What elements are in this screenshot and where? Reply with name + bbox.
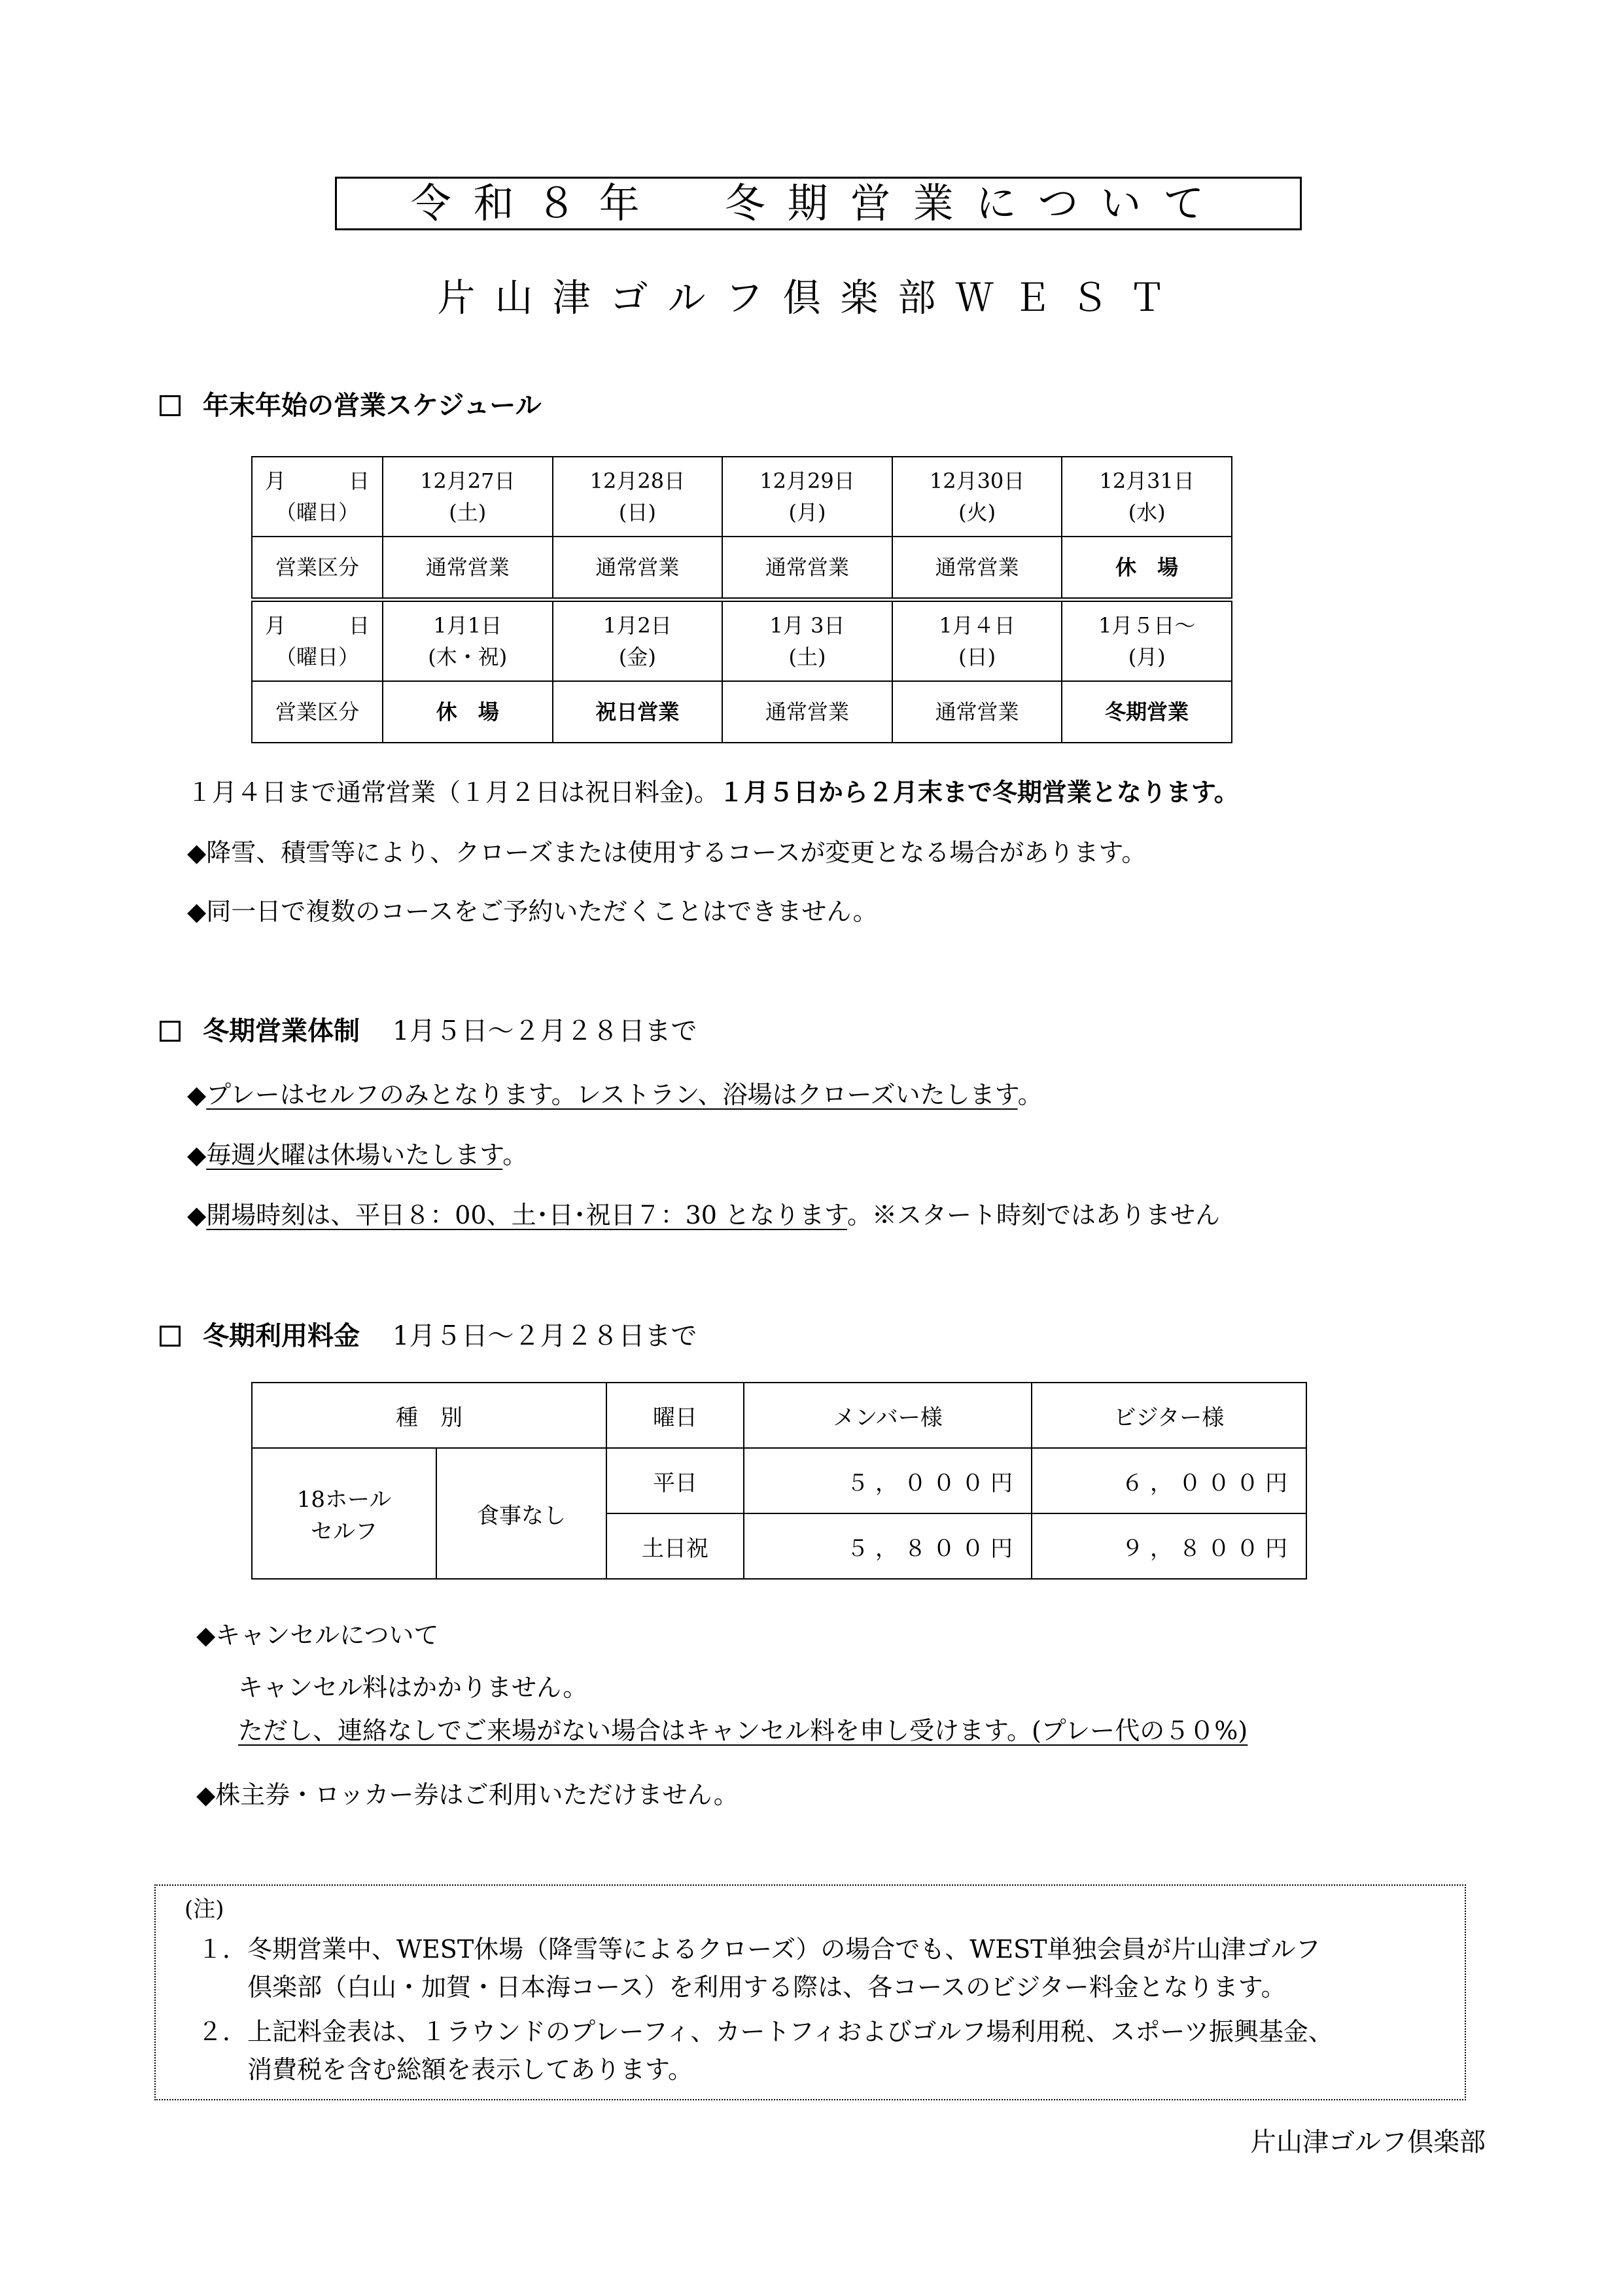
cancel-line-2: ただし、連絡なしでご来場がない場合はキャンセル料を申し受けます。(プレー代の５０%)	[238, 1716, 1248, 1745]
meal-cell: 食事なし	[436, 1448, 606, 1579]
visitor-price: ９，８００円	[1032, 1513, 1306, 1579]
status-cell: 通常営業	[722, 537, 892, 600]
status-cell: 休 場	[1062, 537, 1232, 600]
date-cell: 12月27日 (土)	[383, 457, 553, 537]
date-label-cell	[252, 600, 383, 682]
date-label: 月 日	[265, 468, 370, 493]
page-title: 令和８年 冬期営業について	[335, 177, 1302, 230]
fee-table	[251, 1382, 1307, 1580]
schedule-note: １月４日まで通常営業（１月２日は祝日料金)。１月５日から２月末まで冬期営業となります。	[187, 778, 1239, 807]
date-label-cell	[252, 457, 383, 537]
status-cell: 祝日営業	[553, 681, 723, 743]
status-cell: 通常営業	[722, 681, 892, 743]
section-schedule-heading	[160, 385, 542, 422]
multi-course-note: ◆同一日で複数のコースをご予約いただくことはできません。	[187, 897, 878, 926]
stock-note: ◆株主券・ロッカー券はご利用いただけません。	[196, 1780, 739, 1809]
checkbox-icon	[160, 1021, 181, 1042]
note-2-line-2: 消費税を含む総額を表示してあります。	[247, 2055, 693, 2084]
cancel-title: ◆キャンセルについて	[196, 1621, 439, 1650]
note-2-line-1: ２．上記料金表は、１ラウンドのプレーフィ、カートフィおよびゴルフ場利用税、スポーツ振興基金、	[198, 2017, 1333, 2046]
self-play-note: ◆プレーはセルフのみとなります。レストラン、浴場はクローズいたします。	[187, 1080, 1043, 1109]
date-cell: 1月 3日 (土)	[722, 600, 892, 682]
schedule-date-row-1	[252, 457, 1232, 537]
cancel-line-1: キャンセル料はかかりません。	[238, 1673, 588, 1702]
member-header: メンバー様	[744, 1383, 1032, 1448]
snow-note: ◆降雪、積雪等により、クローズまたは使用するコースが変更となる場合があります。	[187, 838, 1147, 867]
biz-label: 営業区分	[252, 681, 383, 743]
member-price: ５，０００円	[744, 1448, 1032, 1513]
date-cell: 12月28日 (日)	[553, 457, 723, 537]
club-name: 片山津ゴルフ倶楽部ＷＥＳＴ	[437, 275, 1186, 320]
date-cell: 12月29日 (月)	[722, 457, 892, 537]
course-type-cell: 18ホール セルフ	[252, 1448, 436, 1579]
fee-row-weekday	[252, 1448, 1306, 1513]
heading-text: 年末年始の営業スケジュール	[203, 391, 542, 421]
section-winter-fee-heading: 冬期利用料金 1月５日～２月２８日まで	[160, 1315, 697, 1352]
date-cell: 12月31日 (水)	[1062, 457, 1232, 537]
visitor-price: ６，０００円	[1032, 1448, 1306, 1513]
checkbox-icon	[160, 1326, 181, 1347]
fee-header-row	[252, 1383, 1306, 1448]
date-cell: 1月５日～ (月)	[1062, 600, 1232, 682]
status-cell: 通常営業	[892, 537, 1062, 600]
section-winter-operation-heading: 冬期営業体制 1月５日～２月２８日まで	[160, 1010, 697, 1048]
note-1-line-2: 倶楽部（白山・加賀・日本海コース）を利用する際は、各コースのビジター料金となります。	[247, 1973, 1286, 2002]
footer-club-name: 片山津ゴルフ倶楽部	[1250, 2127, 1486, 2157]
note-1-line-1: １．冬期営業中、WEST休場（降雪等によるクローズ）の場合でも、WEST単独会員が片山津ゴルフ	[198, 1935, 1321, 1964]
status-cell: 通常営業	[383, 537, 553, 600]
schedule-date-row-2	[252, 600, 1232, 682]
opening-time-note: ◆開場時刻は、平日８：00、土･日･祝日７：30 となります。※スタート時刻ではありません	[187, 1201, 1220, 1229]
status-cell: 通常営業	[892, 681, 1062, 743]
day-header: 曜日	[606, 1383, 744, 1448]
closed-tuesday-note: ◆毎週火曜は休場いたします。	[187, 1140, 528, 1169]
date-cell: 1月1日 (木・祝)	[383, 600, 553, 682]
checkbox-icon	[160, 395, 181, 416]
date-cell: 1月2日 (金)	[553, 600, 723, 682]
status-cell: 冬期営業	[1062, 681, 1232, 743]
date-cell: 12月30日 (火)	[892, 457, 1062, 537]
day-cell: 土日祝	[606, 1513, 744, 1579]
type-header: 種 別	[252, 1383, 606, 1448]
period-text: 1月５日～２月２８日まで	[393, 1016, 697, 1046]
period-text: 1月５日～２月２８日まで	[393, 1321, 697, 1351]
status-cell: 通常営業	[553, 537, 723, 600]
visitor-header: ビジター様	[1032, 1383, 1306, 1448]
schedule-table	[251, 456, 1232, 743]
date-cell: 1月４日 (日)	[892, 600, 1062, 682]
day-label: （曜日）	[275, 645, 359, 669]
notes-box	[154, 1884, 1466, 2100]
date-label: 月 日	[265, 613, 370, 638]
schedule-status-row-2	[252, 681, 1232, 743]
schedule-status-row-1	[252, 537, 1232, 600]
biz-label: 営業区分	[252, 537, 383, 600]
day-label: （曜日）	[275, 500, 359, 525]
status-cell: 休 場	[383, 681, 553, 743]
member-price: ５，８００円	[744, 1513, 1032, 1579]
notes-label: (注)	[184, 1896, 224, 1922]
day-cell: 平日	[606, 1448, 744, 1513]
